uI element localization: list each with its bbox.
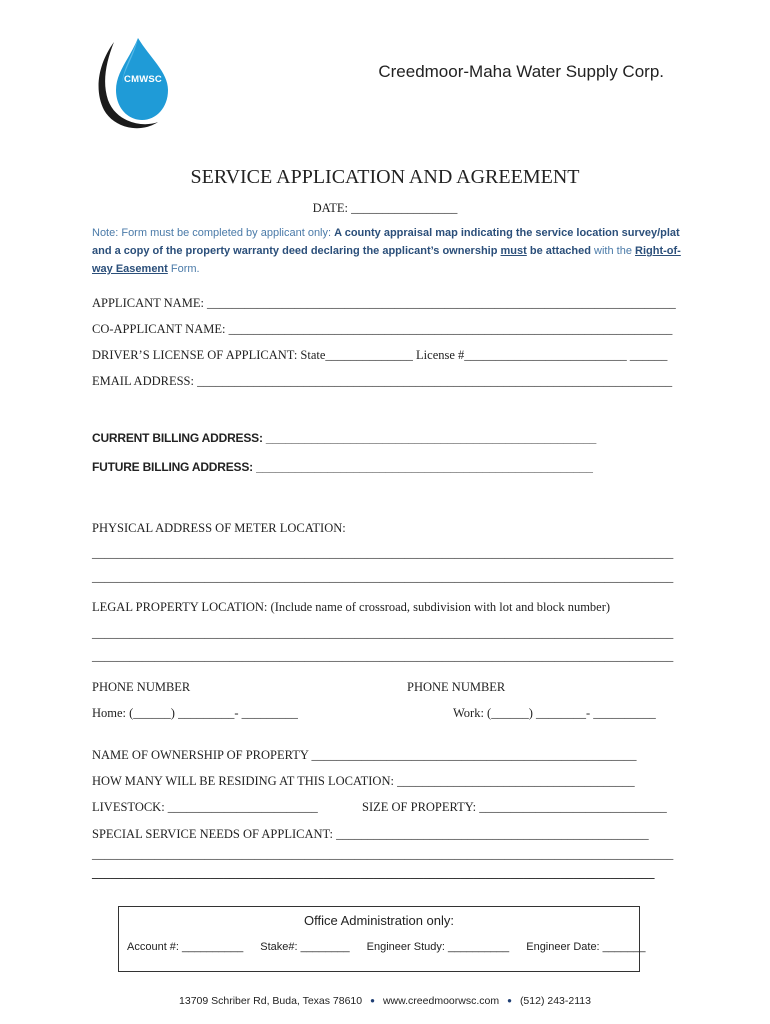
footer-address: 13709 Schriber Rd, Buda, Texas 78610 [179, 995, 363, 1007]
company-logo [92, 34, 176, 132]
home-phone-field[interactable]: Home: (______) _________- _________ [92, 706, 298, 720]
footer-phone: (512) 243-2113 [519, 995, 591, 1007]
residents-count-field[interactable]: HOW MANY WILL BE RESIDING AT THIS LOCATION: ______________________________________ [92, 774, 635, 788]
office-admin-title: Office Administration only: [303, 913, 455, 928]
office-admin-fields [127, 941, 660, 953]
company-name: Creedmoor-Maha Water Supply Corp. [378, 62, 664, 81]
bullet-icon: ● [370, 996, 375, 1005]
legal-property-line-1[interactable]: _____________________________________________________________________________________________ [92, 626, 674, 640]
note-form: Form. [167, 263, 200, 275]
current-billing-address-field[interactable]: CURRENT BILLING ADDRESS: ___________________________________________________ [92, 431, 597, 445]
physical-address-line-2[interactable]: _____________________________________________________________________________________________ [92, 570, 674, 584]
engineer-study-field[interactable]: Engineer Study: __________ [366, 941, 510, 953]
co-applicant-name-field[interactable]: CO-APPLICANT NAME: _______________________________________________________________________ [92, 322, 673, 336]
date-field[interactable]: DATE: _________________ [312, 201, 458, 215]
account-number-field[interactable]: Account #: __________ [127, 941, 244, 953]
footer [0, 995, 770, 1007]
logo-text: CMWSC [124, 74, 162, 85]
note-easement-form: Right-of-way Easement [92, 245, 681, 275]
legal-property-line-2[interactable]: _____________________________________________________________________________________________ [92, 649, 674, 663]
work-phone-field[interactable]: Work: (______) ________- __________ [453, 706, 656, 720]
footer-website[interactable]: www.creedmoorwsc.com [382, 995, 500, 1007]
note-attached: be attached [526, 245, 591, 257]
page-title: SERVICE APPLICATION AND AGREEMENT [190, 166, 580, 188]
special-needs-line-2[interactable]: __________________________________________________________________________________________ [92, 866, 655, 880]
engineer-date-field[interactable]: Engineer Date: _______ [526, 941, 646, 953]
attachment-note [92, 224, 682, 278]
note-intro: Note: Form must be completed by applicant only: [92, 227, 335, 239]
stake-number-field[interactable]: Stake#: ________ [260, 941, 350, 953]
email-address-field[interactable]: EMAIL ADDRESS: ____________________________________________________________________________ [92, 374, 673, 388]
legal-property-label: LEGAL PROPERTY LOCATION: (Include name of crossroad, subdivision with lot and block number) [92, 600, 611, 614]
note-must: must [500, 245, 527, 257]
physical-address-line-1[interactable]: _____________________________________________________________________________________________ [92, 546, 674, 560]
future-billing-address-field[interactable]: FUTURE BILLING ADDRESS: ____________________________________________________ [92, 460, 593, 474]
ownership-name-field[interactable]: NAME OF OWNERSHIP OF PROPERTY ____________________________________________________ [92, 748, 637, 762]
note-with: with the [590, 245, 636, 257]
phone-label-home: PHONE NUMBER [92, 680, 191, 694]
bullet-icon: ● [507, 996, 512, 1005]
phone-label-work: PHONE NUMBER [407, 680, 506, 694]
physical-address-label: PHYSICAL ADDRESS OF METER LOCATION: [92, 521, 346, 535]
special-needs-line-1[interactable]: _____________________________________________________________________________________________ [92, 847, 674, 861]
drivers-license-field[interactable]: DRIVER’S LICENSE OF APPLICANT: State______________ License #__________________________ ______ [92, 348, 668, 362]
special-service-needs-field[interactable]: SPECIAL SERVICE NEEDS OF APPLICANT: __________________________________________________ [92, 827, 649, 841]
livestock-field[interactable]: LIVESTOCK: ________________________ [92, 800, 318, 814]
property-size-field[interactable]: SIZE OF PROPERTY: ______________________________ [362, 800, 667, 814]
note-requirement: A county appraisal map indicating the service location survey/plat and a copy of the property warranty deed declaring the applicant’s ownership [92, 227, 680, 257]
applicant-name-field[interactable]: APPLICANT NAME: ___________________________________________________________________________ [92, 296, 676, 310]
